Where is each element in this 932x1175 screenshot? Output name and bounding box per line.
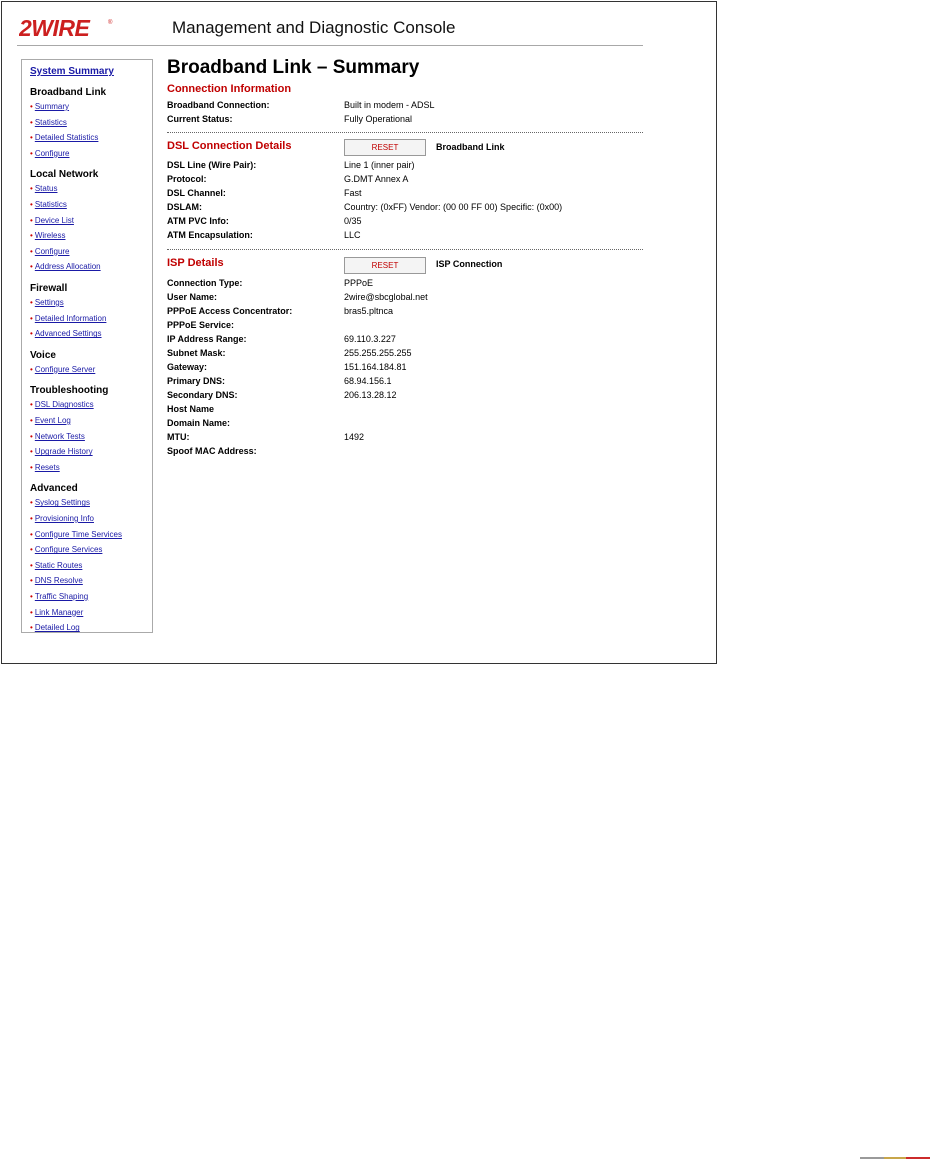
field-label: PPPoE Access Concentrator: (167, 306, 293, 316)
sidebar-item-status[interactable] (30, 184, 152, 193)
sidebar-item-label: Configure Services (34, 545, 103, 555)
bullet-icon: • (30, 262, 33, 272)
sidebar-item-label: Configure Time Services (34, 529, 122, 539)
sidebar-item-provisioning-info[interactable] (30, 514, 152, 523)
sidebar-item-settings[interactable] (30, 298, 152, 307)
sidebar-item-event-log[interactable] (30, 416, 152, 425)
bullet-icon: • (30, 514, 33, 523)
field-value: 0/35 (344, 216, 362, 226)
bullet-icon: • (30, 416, 33, 425)
sidebar-item-label: Event Log (34, 416, 71, 425)
sidebar-item-detailed-statistics[interactable] (30, 133, 152, 142)
sidebar-item-configure[interactable] (30, 149, 152, 158)
sidebar-item-label: Wireless (34, 231, 66, 241)
sidebar-item-label: Device List (34, 215, 74, 225)
section-divider (167, 249, 643, 250)
bullet-icon: • (30, 117, 33, 127)
field-value: 1492 (344, 432, 365, 442)
sidebar-item-label: Status (34, 184, 58, 194)
sidebar-item-traffic-shaping[interactable] (30, 592, 152, 601)
sidebar-item-device-list[interactable] (30, 216, 152, 225)
sidebar-item-label: Configure Server (34, 364, 96, 374)
svg-text:®: ® (108, 20, 113, 26)
sidebar-item-configure-time-services[interactable] (30, 530, 152, 539)
sidebar-item-label: Network Tests (34, 431, 85, 441)
bullet-icon: • (30, 447, 33, 457)
bullet-icon: • (30, 545, 33, 555)
sidebar-item-label: Link Manager (34, 607, 84, 617)
bullet-icon: • (30, 462, 33, 472)
sidebar-group-title: Local Network (30, 169, 99, 181)
bullet-icon: • (30, 498, 33, 508)
sidebar-item-label: Summary (34, 102, 70, 111)
sidebar-item-link-manager[interactable] (30, 608, 152, 617)
field-label: Primary DNS: (167, 376, 226, 386)
sidebar-item-label: Detailed Statistics (34, 133, 99, 143)
sidebar-item-label: Resets (34, 462, 60, 472)
sidebar-item-syslog-settings[interactable] (30, 498, 152, 507)
sidebar-item-label: Provisioning Info (34, 514, 94, 523)
field-label: DSL Line (Wire Pair): (167, 160, 257, 170)
sidebar-link-system-summary[interactable]: System Summary (30, 66, 114, 77)
bullet-icon: • (30, 607, 33, 617)
field-label: User Name: (167, 292, 218, 302)
sidebar-item-dns-resolve[interactable] (30, 576, 152, 585)
sidebar-item-label: Static Routes (34, 560, 83, 570)
field-label: Broadband Connection: (167, 100, 270, 110)
bullet-icon: • (30, 364, 33, 374)
sidebar-group-title: Voice (30, 349, 56, 361)
bullet-icon: • (30, 592, 33, 601)
field-label: DSLAM: (167, 202, 202, 212)
corner-accent-segment (906, 1157, 930, 1159)
field-label: Host Name (167, 404, 215, 414)
field-value: Fully Operational (344, 114, 413, 124)
field-label: Secondary DNS: (167, 390, 238, 400)
bullet-icon: • (30, 148, 33, 158)
sidebar-nav (21, 59, 153, 633)
svg-text:2WIRE: 2WIRE (19, 17, 90, 39)
field-value: Built in modem - ADSL (344, 100, 435, 110)
sidebar-item-configure-server[interactable] (30, 365, 152, 374)
sidebar-item-dsl-diagnostics[interactable] (30, 400, 152, 409)
field-label: IP Address Range: (167, 334, 247, 344)
sidebar-item-statistics[interactable] (30, 200, 152, 209)
sidebar-item-configure-services[interactable] (30, 545, 152, 554)
sidebar-item-label: Detailed Log (34, 623, 80, 633)
bullet-icon: • (30, 215, 33, 225)
field-value: 2wire@sbcglobal.net (344, 292, 428, 302)
sidebar-item-configure[interactable] (30, 247, 152, 256)
sidebar-item-label: Upgrade History (34, 447, 93, 457)
field-value: bras5.pltnca (344, 306, 394, 316)
field-value: 68.94.156.1 (344, 376, 392, 386)
sidebar-item-upgrade-history[interactable] (30, 447, 152, 456)
sidebar-group-title: Troubleshooting (30, 385, 109, 397)
field-label: Current Status: (167, 114, 233, 124)
bullet-icon: • (30, 231, 33, 241)
bullet-icon: • (30, 246, 33, 256)
corner-accent-segment (860, 1157, 884, 1159)
brand-logo (19, 17, 115, 39)
sidebar-item-address-allocation[interactable] (30, 262, 152, 271)
sidebar-item-wireless[interactable] (30, 231, 152, 240)
bullet-icon: • (30, 529, 33, 539)
console-title: Management and Diagnostic Console (172, 18, 456, 37)
field-value: 206.13.28.12 (344, 390, 397, 400)
field-label: PPPoE Service: (167, 320, 235, 330)
sidebar-group-title: Broadband Link (30, 87, 107, 98)
sidebar-item-label: DNS Resolve (34, 576, 83, 586)
sidebar-item-label: Configure (34, 246, 70, 256)
sidebar-item-advanced-settings[interactable] (30, 329, 152, 338)
sidebar-item-label: Syslog Settings (34, 498, 90, 508)
reset-button-caption: Broadband Link (436, 142, 505, 152)
field-label: DSL Channel: (167, 188, 226, 198)
bullet-icon: • (30, 200, 33, 209)
sidebar-item-network-tests[interactable] (30, 432, 152, 441)
sidebar-item-detailed-log[interactable] (30, 623, 152, 632)
sidebar-item-statistics[interactable] (30, 118, 152, 127)
field-label: ATM Encapsulation: (167, 230, 253, 240)
field-label: Spoof MAC Address: (167, 446, 257, 456)
bullet-icon: • (30, 431, 33, 441)
field-label: Connection Type: (167, 278, 243, 288)
bullet-icon: • (30, 400, 33, 410)
sidebar-item-label: Statistics (34, 200, 67, 209)
sidebar-item-label: Detailed Information (34, 313, 107, 323)
reset-isp-connection-button[interactable]: RESET (344, 257, 426, 274)
sidebar-item-label: DSL Diagnostics (34, 400, 94, 410)
sidebar-item-summary[interactable] (30, 102, 152, 111)
field-label: Subnet Mask: (167, 348, 226, 358)
field-value: G.DMT Annex A (344, 174, 409, 184)
sidebar-item-label: Traffic Shaping (34, 592, 89, 601)
reset-button-caption: ISP Connection (436, 259, 503, 269)
bullet-icon: • (30, 133, 33, 143)
field-value: LLC (344, 230, 361, 240)
field-value: 255.255.255.255 (344, 348, 412, 358)
reset-broadband-link-button[interactable]: RESET (344, 139, 426, 156)
sidebar-item-label: Statistics (34, 117, 67, 127)
field-value: 151.164.184.81 (344, 362, 407, 372)
section-title-dsl-connection-details: DSL Connection Details (167, 140, 292, 152)
field-label: Protocol: (167, 174, 207, 184)
field-label: ATM PVC Info: (167, 216, 229, 226)
bullet-icon: • (30, 184, 33, 194)
page-title: Broadband Link – Summary (167, 57, 420, 78)
field-value: 69.110.3.227 (344, 334, 396, 344)
sidebar-item-resets[interactable] (30, 463, 152, 472)
bullet-icon: • (30, 298, 33, 307)
field-value: Fast (344, 188, 362, 198)
field-value: Country: (0xFF) Vendor: (00 00 FF 00) Specific: (0x00) (344, 202, 563, 212)
bullet-icon: • (30, 102, 33, 111)
field-value: PPPoE (344, 278, 374, 288)
sidebar-group-title: Firewall (30, 283, 68, 294)
bullet-icon: • (30, 576, 33, 586)
section-divider (167, 132, 643, 133)
field-label: Domain Name: (167, 418, 231, 428)
sidebar-item-label: Advanced Settings (34, 329, 102, 339)
field-label: Gateway: (167, 362, 208, 372)
corner-accent-bar (860, 1157, 930, 1159)
sidebar-item-label: Settings (34, 298, 64, 307)
header-divider (17, 45, 643, 46)
bullet-icon: • (30, 623, 33, 633)
section-title-connection-information: Connection Information (167, 83, 292, 95)
sidebar-group-title: Advanced (30, 483, 78, 495)
corner-accent-segment (884, 1157, 906, 1159)
bullet-icon: • (30, 313, 33, 323)
bullet-icon: • (30, 329, 33, 339)
field-value: Line 1 (inner pair) (344, 160, 415, 170)
section-title-isp-details: ISP Details (167, 257, 224, 269)
field-label: MTU: (167, 432, 190, 442)
sidebar-item-label: Address Allocation (34, 262, 101, 272)
sidebar-item-static-routes[interactable] (30, 561, 152, 570)
sidebar-item-label: Configure (34, 148, 70, 158)
sidebar-item-detailed-information[interactable] (30, 314, 152, 323)
bullet-icon: • (30, 560, 33, 570)
